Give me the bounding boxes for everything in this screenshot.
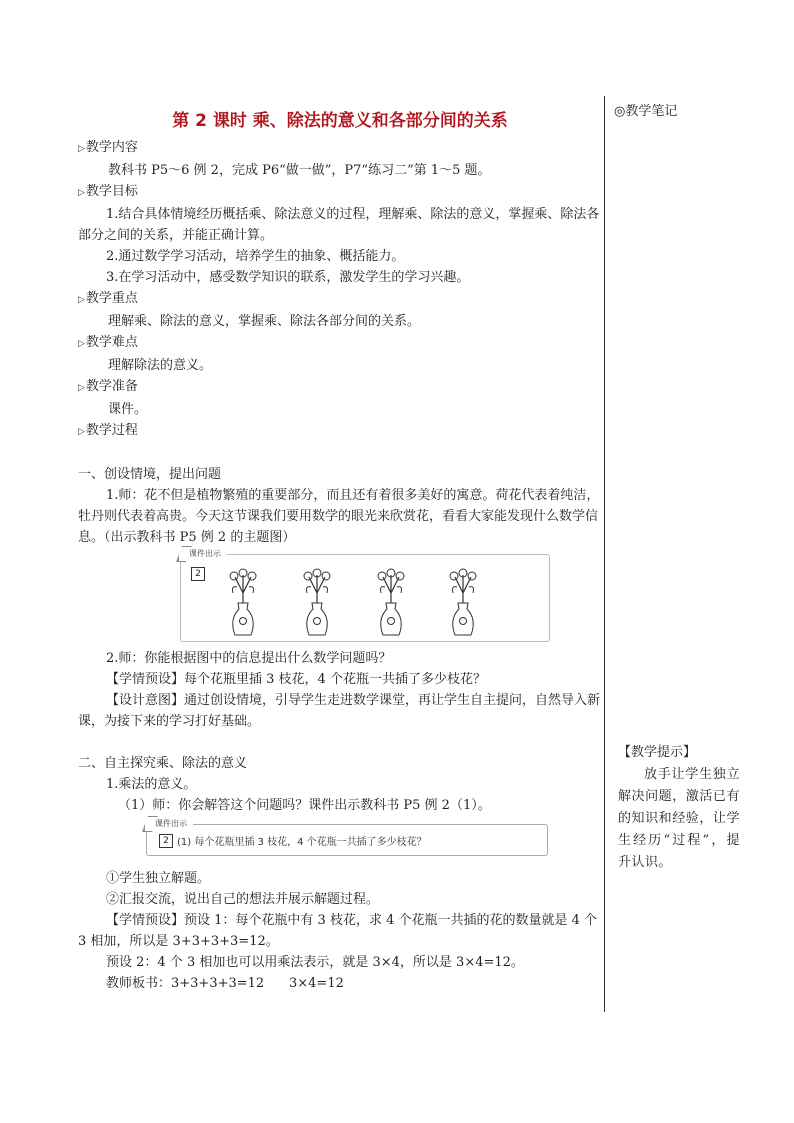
prep-text: 课件。 [108, 402, 148, 417]
main-column [78, 137, 600, 994]
courseware-tab: 课件出示 [179, 547, 227, 561]
example-number-box: 2 [159, 834, 173, 848]
content-text: 教科书 P5～6 例 2，完成 P6“做一做”，P7“练习二”第 1～5 题。 [108, 163, 491, 178]
section-key-heading: ▷教学重点 [78, 291, 138, 306]
part2-subheading: 1.乘法的意义。 [106, 777, 197, 792]
part1-paragraph-2: 2.师：你能根据图中的信息提出什么数学问题吗？ [106, 651, 392, 666]
triangle-bullet-icon: ▷ [78, 427, 85, 437]
triangle-bullet-icon: ▷ [78, 295, 85, 305]
courseware-question: (1) 每个花瓶里插 3 枝花，4 个花瓶一共插了多少枝花？ [177, 837, 427, 848]
step-5: 教师板书：3+3+3+3=12 3×4=12 [106, 976, 344, 991]
section-prep-heading: ▷教学准备 [78, 379, 138, 394]
flower-vase-icon [371, 563, 411, 639]
part2-heading: 二、自主探究乘、除法的意义 [78, 756, 248, 771]
goal-item-3: 3.在学习活动中，感受数学知识的联系，激发学生的学习兴趣。 [106, 270, 470, 285]
goal-item-2: 2.通过数学学习活动，培养学生的抽象、概括能力。 [106, 249, 405, 264]
example-number-box: 2 [191, 567, 205, 581]
flower-vase-icon [443, 563, 483, 639]
step-3: 【学情预设】预设 1：每个花瓶中有 3 枝花，求 4 个花瓶一共插的花的数量就是 4 个 3 相加，所以是 3+3+3+3=12。 [78, 913, 598, 949]
flower-vase-icon [297, 563, 337, 639]
step-4: 预设 2：4 个 3 相加也可以用乘法表示，就是 3×4，所以是 3×4=12。 [106, 955, 524, 970]
section-goals-heading: ▷教学目标 [78, 184, 138, 199]
key-text: 理解乘、除法的意义，掌握乘、除法各部分间的关系。 [108, 314, 421, 329]
vase-illustration [180, 549, 550, 642]
step-2: ②汇报交流，说出自己的想法并展示解题过程。 [106, 892, 380, 907]
section-difficulty-heading: ▷教学难点 [78, 335, 138, 350]
triangle-bullet-icon: ▷ [78, 144, 85, 154]
notes-heading: ◎教学笔记 [614, 104, 678, 119]
tip-title: 【教学提示】 [618, 745, 697, 760]
part1-paragraph-3: 【学情预设】每个花瓶里插 3 枝花，4 个花瓶一共插了多少枝花？ [106, 672, 486, 687]
step-1: ①学生独立解题。 [106, 871, 211, 886]
flower-vase-icon [223, 563, 263, 639]
triangle-bullet-icon: ▷ [78, 188, 85, 198]
triangle-bullet-icon: ▷ [78, 383, 85, 393]
lesson-title: 第 2 课时 乘、除法的意义和各部分间的关系 [172, 111, 508, 131]
part2-question-1: （1）师：你会解答这个问题吗？课件出示教科书 P5 例 2（1）。 [118, 798, 491, 813]
difficulty-text: 理解除法的意义。 [108, 358, 213, 373]
section-content-heading: ▷教学内容 [78, 140, 138, 155]
teaching-tip [618, 742, 740, 874]
courseware-strip [146, 819, 548, 856]
section-process-heading: ▷教学过程 [78, 423, 138, 438]
part1-paragraph-1: 1.师：花不但是植物繁殖的重要部分，而且还有着很多美好的寓意。荷花代表着纯洁，牡丹则代表着高贵。今天这节课我们要用数学的眼光来欣赏花，看看大家能发现什么数学信息。（出示教科书 P5 例 2 的主题图） [78, 488, 600, 545]
part1-heading: 一、创设情境，提出问题 [78, 467, 222, 482]
triangle-bullet-icon: ▷ [78, 339, 85, 349]
goal-item-1: 1.结合具体情境经历概括乘、除法意义的过程，理解乘、除法的意义，掌握乘、除法各部分之间的关系，并能正确计算。 [78, 207, 600, 243]
column-divider [604, 96, 605, 1012]
part1-paragraph-4: 【设计意图】通过创设情境，引导学生走进数学课堂，再让学生自主提问，自然导入新课，为接下来的学习打好基础。 [78, 693, 601, 729]
courseware-tab: 课件出示 [145, 817, 193, 831]
tip-body: 放手让学生独立解决问题，激活已有的知识和经验，让学生经历“过程”，提升认识。 [618, 767, 740, 870]
